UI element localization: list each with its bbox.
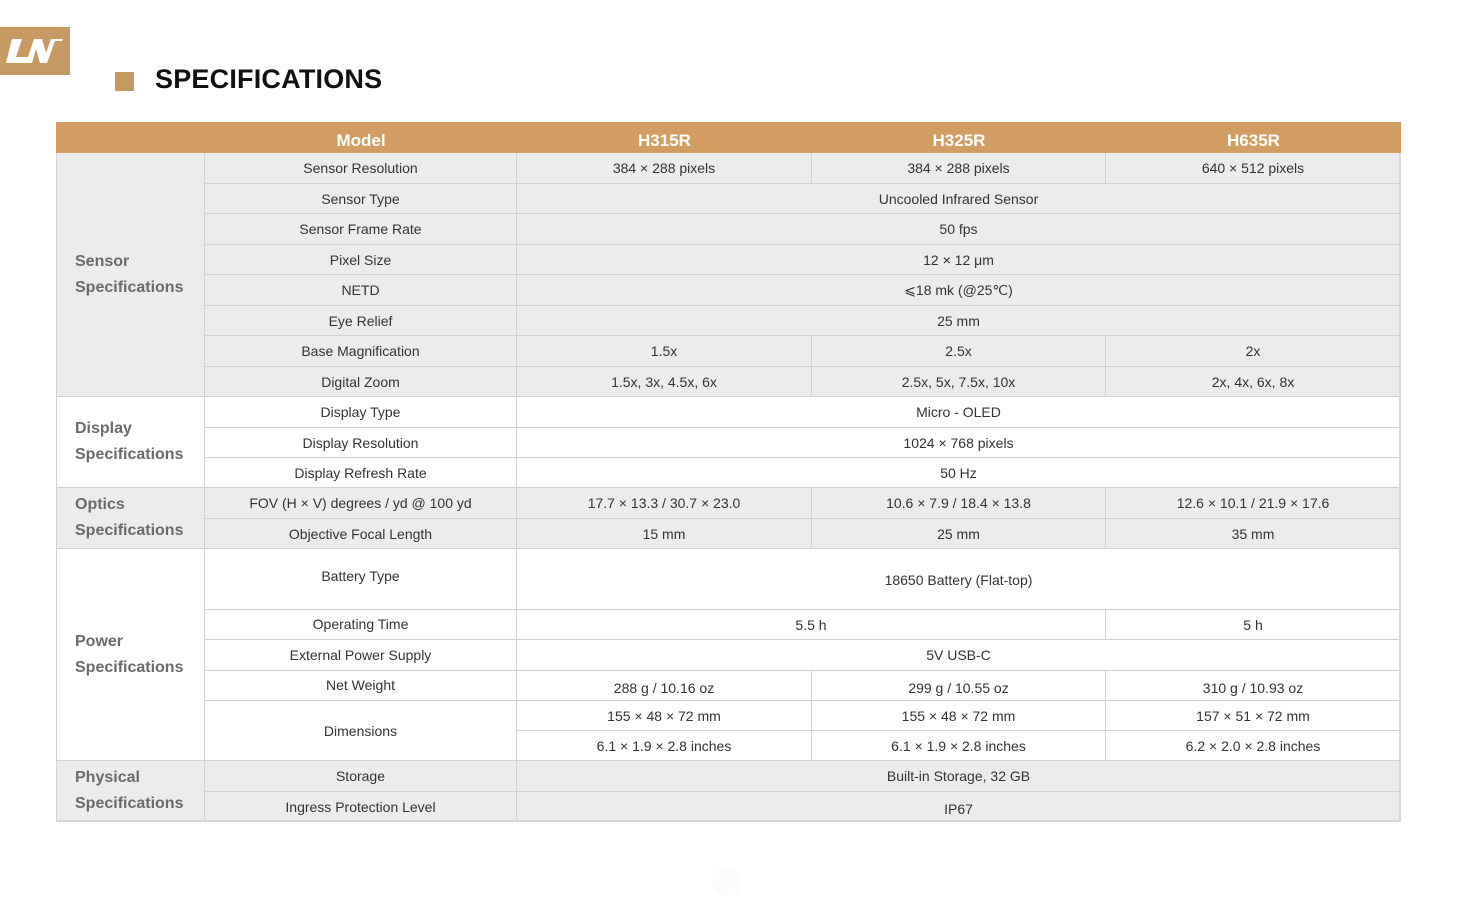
group-sensor-line2: Specifications	[75, 278, 184, 296]
row-label: Digital Zoom	[205, 367, 517, 397]
value-all: IP67	[517, 792, 1401, 822]
page-title: SPECIFICATIONS	[155, 64, 383, 94]
value-h315r: 15 mm	[517, 519, 812, 549]
row-label: Base Magnification	[205, 336, 517, 367]
group-physical-line1: Physical	[75, 769, 140, 786]
page-indicator	[712, 866, 742, 896]
row-label: Battery Type	[205, 549, 517, 610]
title-marker	[115, 72, 134, 91]
row-label: Sensor Type	[205, 184, 517, 214]
row-label: Operating Time	[205, 610, 517, 640]
value-all: Uncooled Infrared Sensor	[517, 184, 1401, 214]
row-label: Dimensions	[205, 701, 517, 761]
group-physical	[56, 761, 205, 822]
value-h635r: 2x, 4x, 6x, 8x	[1106, 367, 1401, 397]
row-label: Storage	[205, 761, 517, 792]
group-sensor	[56, 153, 205, 397]
value-all: 50 Hz	[517, 458, 1401, 488]
value-h325r: 2.5x, 5x, 7.5x, 10x	[812, 367, 1106, 397]
group-sensor-line1: Sensor	[75, 252, 130, 270]
header-h325r: H325R	[812, 122, 1106, 153]
value-all: 25 mm	[517, 306, 1401, 336]
group-display-line1: Display	[75, 420, 132, 437]
row-label: Display Refresh Rate	[205, 458, 517, 488]
value-h635r: 5 h	[1106, 610, 1401, 640]
value-h325r-metric: 155 × 48 × 72 mm	[812, 701, 1106, 731]
value-h635r: 2x	[1106, 336, 1401, 367]
value-h635r-imperial: 6.2 × 2.0 × 2.8 inches	[1106, 731, 1401, 761]
header-h315r: H315R	[517, 122, 812, 153]
brand-logo	[0, 27, 70, 75]
value-h325r: 10.6 × 7.9 / 18.4 × 13.8	[812, 488, 1106, 519]
value-all: 12 × 12 μm	[517, 245, 1401, 275]
value-h325r: 384 × 288 pixels	[812, 153, 1106, 184]
value-all: 5V USB-C	[517, 640, 1401, 671]
value-all: Micro - OLED	[517, 397, 1401, 428]
header-corner	[56, 122, 205, 153]
header-model: Model	[205, 122, 517, 153]
value-h635r-metric: 157 × 51 × 72 mm	[1106, 701, 1401, 731]
value-h635r: 35 mm	[1106, 519, 1401, 549]
row-label: External Power Supply	[205, 640, 517, 671]
row-label: Sensor Frame Rate	[205, 214, 517, 245]
value-all: ⩽18 mk (@25℃)	[517, 275, 1401, 306]
group-power-line2: Specifications	[75, 658, 184, 676]
group-power	[56, 549, 205, 761]
row-label: Net Weight	[205, 671, 517, 701]
row-label: Display Resolution	[205, 428, 517, 458]
group-power-line1: Power	[75, 632, 124, 650]
group-optics	[56, 488, 205, 549]
value-h315r-h325r: 5.5 h	[517, 610, 1106, 640]
value-h325r: 2.5x	[812, 336, 1106, 367]
value-h315r: 288 g / 10.16 oz	[517, 671, 812, 701]
value-h325r-imperial: 6.1 × 1.9 × 2.8 inches	[812, 731, 1106, 761]
value-h315r: 1.5x, 3x, 4.5x, 6x	[517, 367, 812, 397]
value-h635r: 12.6 × 10.1 / 21.9 × 17.6	[1106, 488, 1401, 519]
group-display-line2: Specifications	[75, 446, 184, 463]
value-h315r: 1.5x	[517, 336, 812, 367]
row-label: Sensor Resolution	[205, 153, 517, 184]
header-h635r: H635R	[1106, 122, 1401, 153]
group-optics-line1: Optics	[75, 496, 125, 513]
value-h635r: 640 × 512 pixels	[1106, 153, 1401, 184]
row-label: Objective Focal Length	[205, 519, 517, 549]
group-optics-line2: Specifications	[75, 522, 184, 539]
logo-icon	[6, 37, 64, 65]
row-label: Pixel Size	[205, 245, 517, 275]
value-h315r-imperial: 6.1 × 1.9 × 2.8 inches	[517, 731, 812, 761]
value-h315r-metric: 155 × 48 × 72 mm	[517, 701, 812, 731]
row-label: Eye Relief	[205, 306, 517, 336]
group-physical-line2: Specifications	[75, 795, 184, 812]
value-all: Built-in Storage, 32 GB	[517, 761, 1401, 792]
value-all: 50 fps	[517, 214, 1401, 245]
value-all: 1024 × 768 pixels	[517, 428, 1401, 458]
row-label: Ingress Protection Level	[205, 792, 517, 822]
value-h325r: 25 mm	[812, 519, 1106, 549]
row-label: NETD	[205, 275, 517, 306]
row-label: Display Type	[205, 397, 517, 428]
value-h315r: 384 × 288 pixels	[517, 153, 812, 184]
value-h635r: 310 g / 10.93 oz	[1106, 671, 1401, 701]
row-label: FOV (H × V) degrees / yd @ 100 yd	[205, 488, 517, 519]
value-all: 18650 Battery (Flat-top)	[517, 549, 1401, 610]
group-display	[56, 397, 205, 488]
spec-table	[56, 122, 1401, 822]
value-h325r: 299 g / 10.55 oz	[812, 671, 1106, 701]
value-h315r: 17.7 × 13.3 / 30.7 × 23.0	[517, 488, 812, 519]
